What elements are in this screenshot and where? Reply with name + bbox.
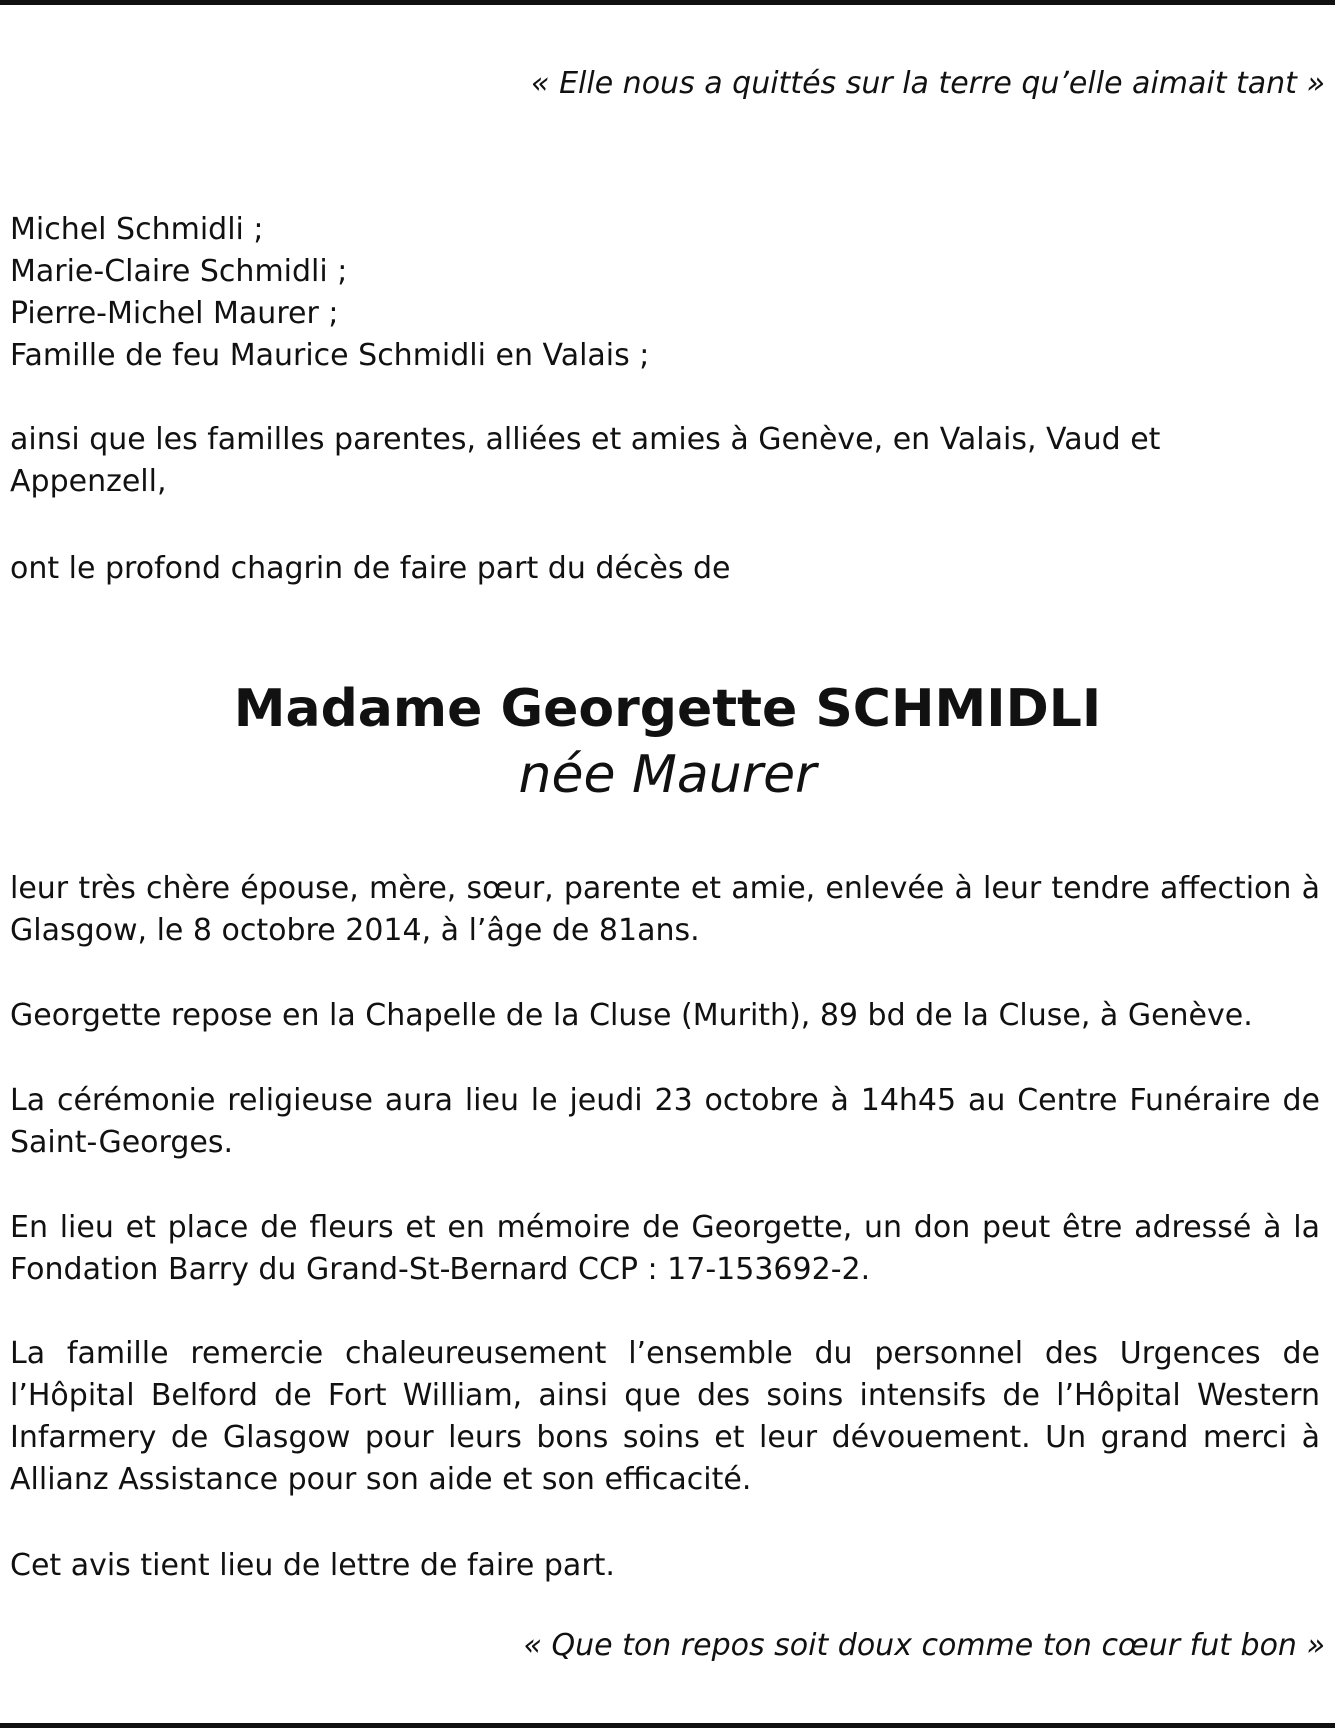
bottom-border-rule [0,1723,1335,1728]
notice-line: Cet avis tient lieu de lettre de faire part. [10,1548,615,1583]
family-member: Pierre-Michel Maurer ; [10,296,339,331]
ceremony-paragraph: La cérémonie religieuse aura lieu le jeudi 23 octobre à 14h45 au Centre Funéraire de Saint-Georges. [10,1083,1320,1160]
announcement-line: ont le profond chagrin de faire part du décès de [10,551,731,586]
relatives-paragraph: ainsi que les familles parentes, alliées et amies à Genève, en Valais, Vaud et Appenzell, [10,422,1161,499]
rest-place-paragraph: Georgette repose en la Chapelle de la Cluse (Murith), 89 bd de la Cluse, à Genève. [10,998,1253,1033]
donation-paragraph: En lieu et place de fleurs et en mémoire de Georgette, un don peut être adressé à la Fondation Barry du Grand-St-Bernard CCP : 17-153692-2. [10,1210,1320,1287]
deceased-name: Madame Georgette SCHMIDLI [233,679,1102,739]
opening-quote: « Elle nous a quittés sur la terre qu’elle aimait tant » [531,66,1325,101]
family-member: Michel Schmidli ; [10,212,264,247]
family-member: Marie-Claire Schmidli ; [10,254,348,289]
family-member: Famille de feu Maurice Schmidli en Valais ; [10,338,650,373]
deceased-name-block [0,676,1335,808]
closing-quote: « Que ton repos soit doux comme ton cœur fut bon » [523,1628,1325,1663]
thanks-paragraph: La famille remercie chaleureusement l’ensemble du personnel des Urgences de l’Hôpital Belford de Fort William, ainsi que des soins intensifs de l’Hôpital Western Infarmery de Glasgow pour leurs bons soins et leur dévouement. Un grand merci à Allianz Assistance pour son aide et son efficacité. [10,1336,1320,1497]
deceased-maiden-name: née Maurer [518,745,817,805]
description-paragraph: leur très chère épouse, mère, sœur, parente et amie, enlevée à leur tendre affection à Glasgow, le 8 octobre 2014, à l’âge de 81ans. [10,871,1320,948]
top-border-rule [0,0,1335,5]
family-list [10,209,1310,377]
